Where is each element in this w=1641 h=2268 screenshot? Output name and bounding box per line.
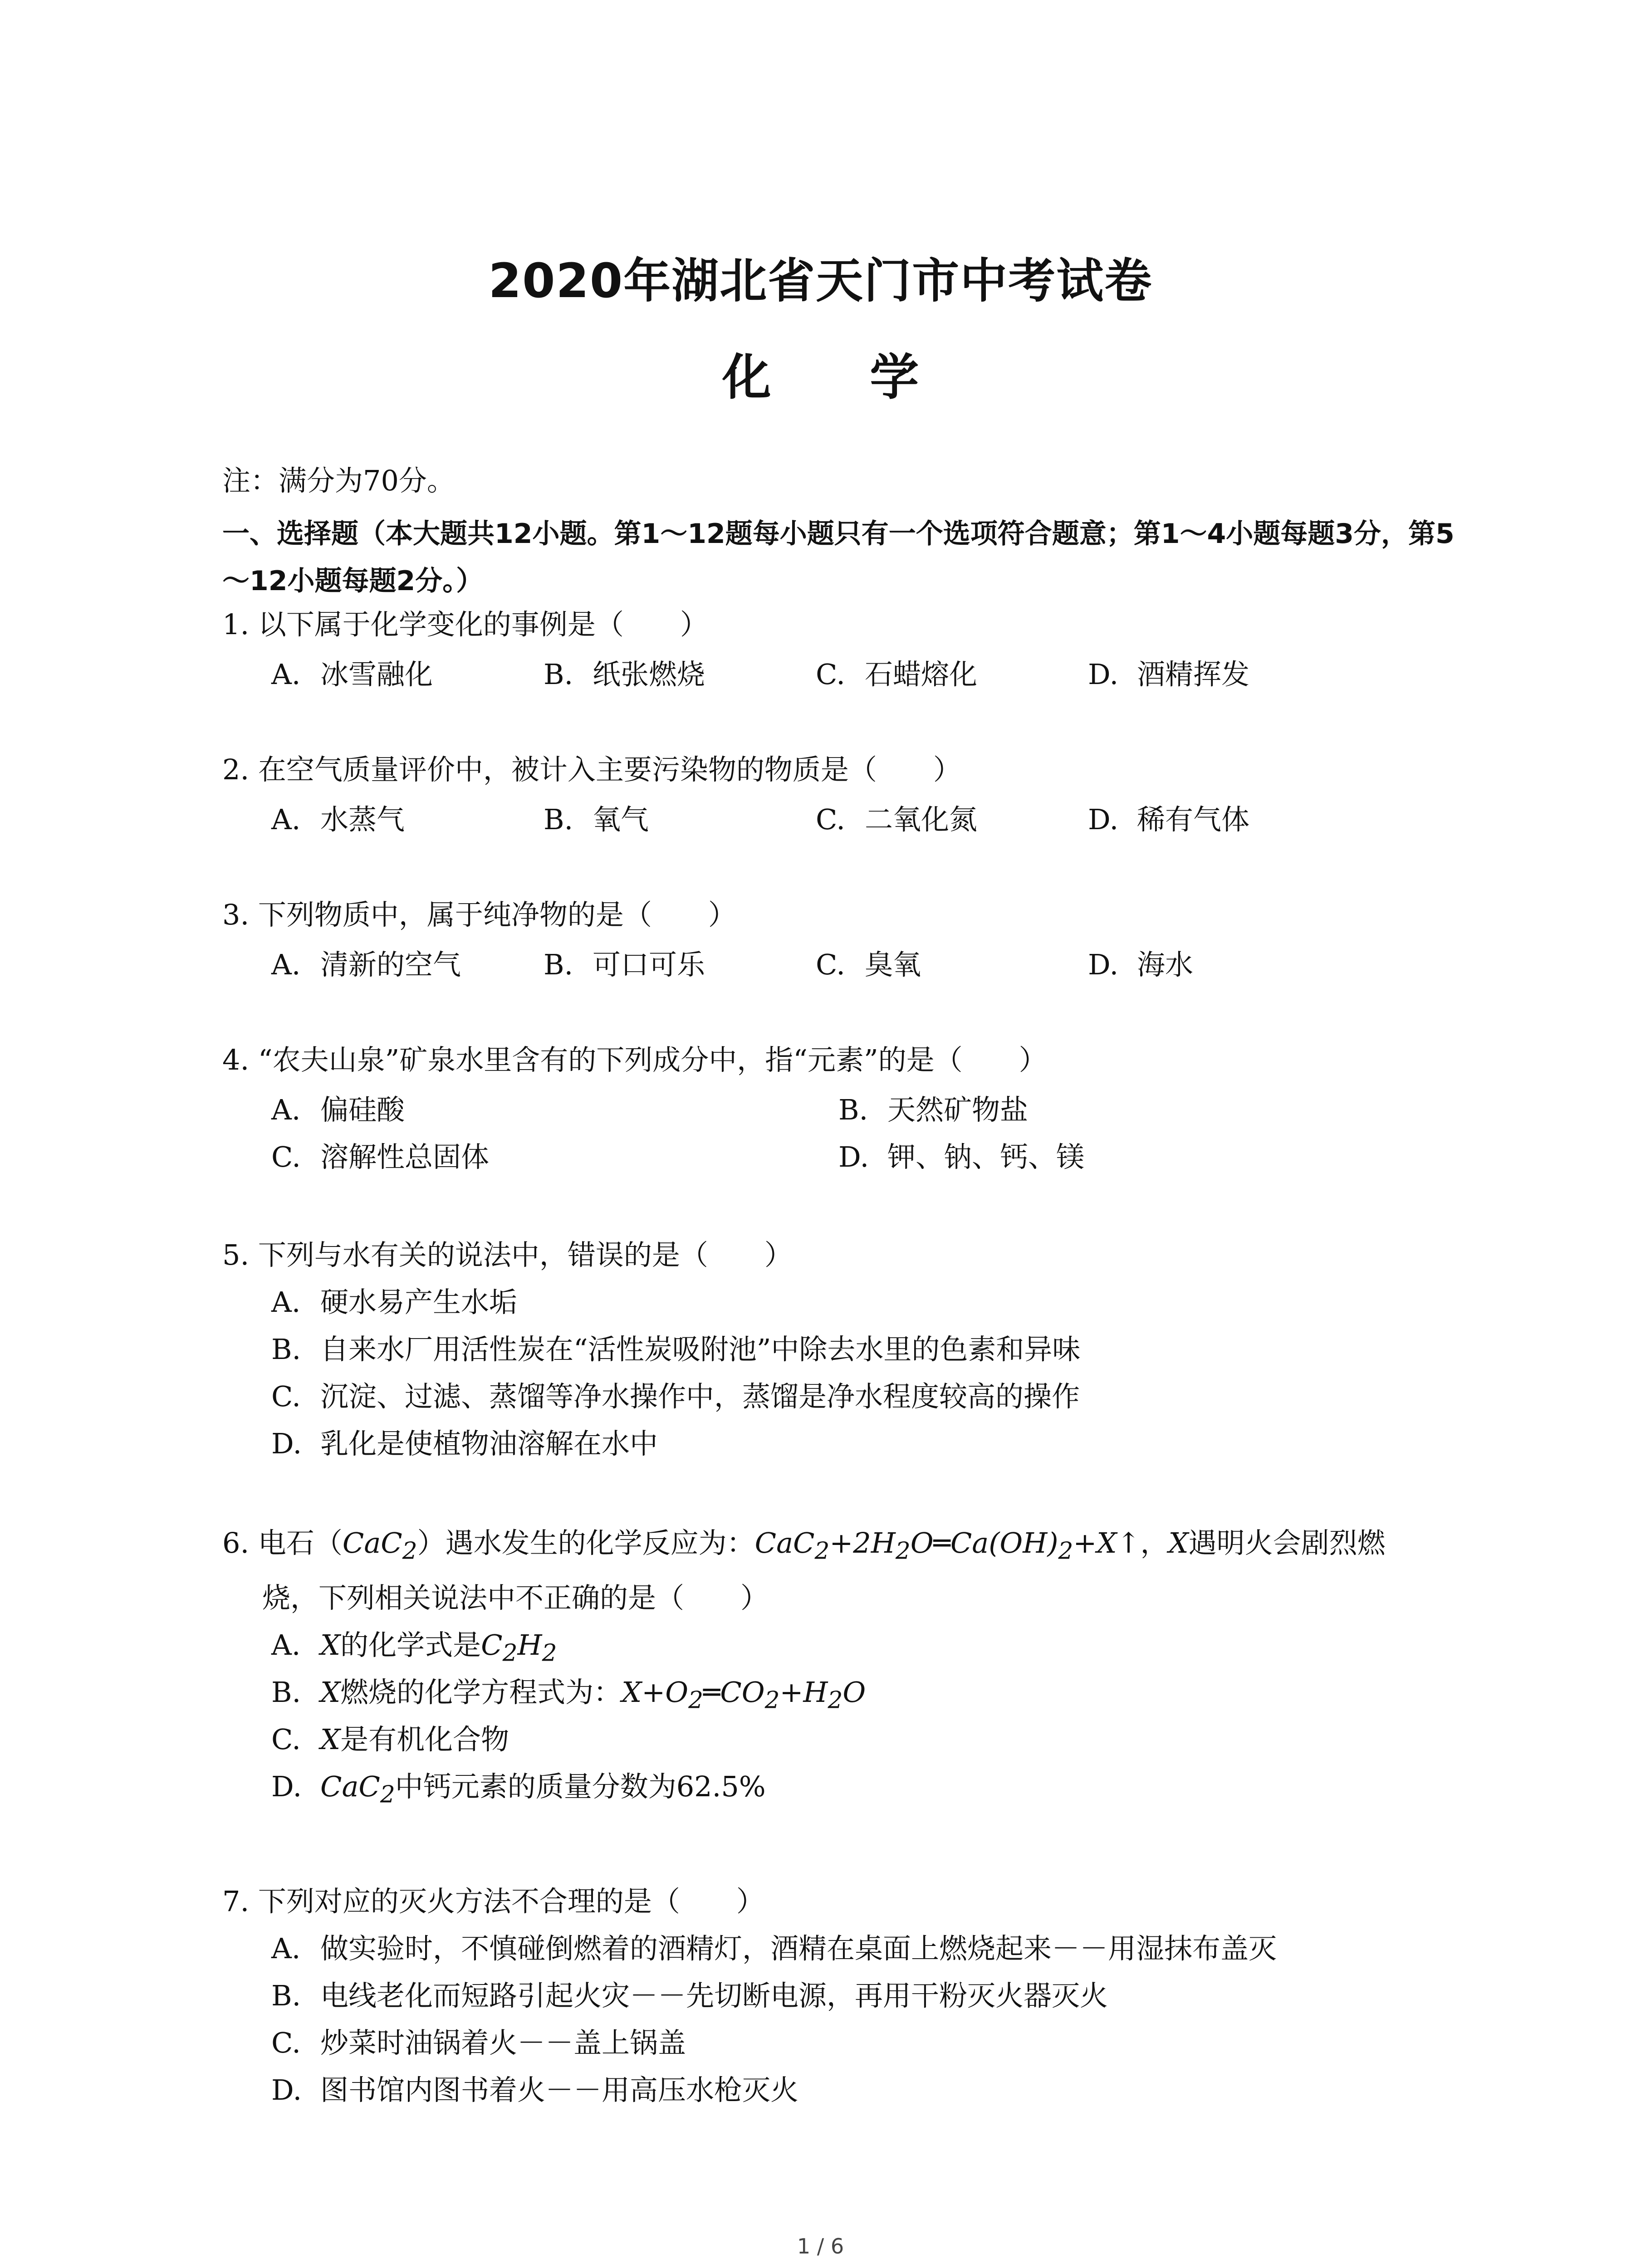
option-letter: A. xyxy=(271,948,301,981)
question-text-continued: 烧，下列相关说法中不正确的是（ ） xyxy=(262,1581,769,1615)
option-c xyxy=(222,2019,1470,2067)
option-letter: D. xyxy=(1088,802,1119,836)
formula-x: X xyxy=(1168,1526,1189,1559)
question-text-part: ）遇水发生的化学反应为： xyxy=(417,1526,755,1559)
option-letter: C. xyxy=(271,1723,301,1756)
page-number: 1 / 6 xyxy=(797,2234,844,2258)
option-letter: C. xyxy=(816,657,845,691)
option-letter: B. xyxy=(271,1979,301,2012)
option-b xyxy=(544,652,816,692)
option-text: 炒菜时油锅着火－－盖上锅盖 xyxy=(320,2026,686,2059)
option-c xyxy=(222,1373,1470,1420)
question-number: 7. xyxy=(222,1885,250,1918)
question-number: 4. xyxy=(222,1043,250,1076)
question-text: 下列对应的灭火方法不合理的是（ ） xyxy=(258,1885,764,1918)
option-letter: C. xyxy=(271,1380,301,1413)
question-number: 2. xyxy=(222,753,250,786)
options-row xyxy=(222,1131,1470,1178)
question-number: 1. xyxy=(222,608,250,641)
formula-cac2: CaC$_2$ xyxy=(320,1770,395,1809)
section-heading: 一、选择题（本大题共12小题。第1～12题每小题只有一个选项符合题意；第1～4小题每题3分，第5～12小题每题2分。） xyxy=(222,518,1455,597)
option-d xyxy=(222,2067,1470,2114)
subject-title: 化 学 xyxy=(722,349,960,406)
option-b xyxy=(838,1087,1406,1128)
option-letter: A. xyxy=(271,1628,301,1662)
option-letter: A. xyxy=(271,802,301,836)
question-4 xyxy=(222,1036,1470,1178)
option-a xyxy=(222,1279,1470,1326)
option-c xyxy=(816,652,1088,692)
option-text: 酒精挥发 xyxy=(1137,657,1250,691)
option-b xyxy=(222,1972,1470,2019)
question-text: 下列与水有关的说法中，错误的是（ ） xyxy=(258,1238,793,1271)
option-b xyxy=(544,797,816,837)
formula-c2h2: $C_2H_2$ xyxy=(481,1628,557,1667)
question-5 xyxy=(222,1232,1470,1467)
option-text: 偏硅酸 xyxy=(320,1093,405,1126)
option-letter: B. xyxy=(271,1676,301,1709)
option-letter: C. xyxy=(816,948,845,981)
question-text: 在空气质量评价中，被计入主要污染物的物质是（ ） xyxy=(258,753,961,786)
option-d xyxy=(1088,942,1360,982)
option-a xyxy=(271,942,544,982)
option-text: 臭氧 xyxy=(865,948,921,981)
option-letter: A. xyxy=(271,657,301,691)
option-c xyxy=(271,1134,838,1175)
option-text: 钾、钠、钙、镁 xyxy=(887,1140,1085,1173)
option-d xyxy=(222,1420,1470,1467)
option-text: 二氧化氮 xyxy=(865,802,978,836)
question-1 xyxy=(222,601,1470,695)
option-text: 天然矿物盐 xyxy=(887,1093,1029,1126)
option-text: 硬水易产生水垢 xyxy=(320,1286,518,1319)
option-letter: D. xyxy=(838,1140,869,1173)
option-b xyxy=(544,942,816,982)
question-text: 以下属于化学变化的事例是（ ） xyxy=(258,608,708,641)
option-text: 自来水厂用活性炭在“活性炭吸附池”中除去水里的色素和异味 xyxy=(320,1333,1081,1366)
option-text: 冰雪融化 xyxy=(320,657,433,691)
option-d xyxy=(1088,797,1360,837)
option-text: 纸张燃烧 xyxy=(593,657,705,691)
question-7 xyxy=(222,1878,1470,2114)
option-a xyxy=(222,1925,1470,1972)
option-text: 沉淀、过滤、蒸馏等净水操作中，蒸馏是净水程度较高的操作 xyxy=(320,1380,1080,1413)
option-c xyxy=(816,797,1088,837)
option-text: 可口可乐 xyxy=(593,948,705,981)
question-stem xyxy=(222,1520,1470,1622)
option-letter: B. xyxy=(544,948,573,981)
question-6 xyxy=(222,1520,1470,1810)
question-stem xyxy=(222,601,1470,648)
option-letter: D. xyxy=(271,1770,302,1804)
option-letter: A. xyxy=(271,1286,301,1319)
option-text: 乳化是使植物油溶解在水中 xyxy=(320,1427,658,1460)
reaction-equation: $CaC_2+2H_2O═Ca(OH)_2+X↑$ xyxy=(754,1526,1141,1565)
option-letter: A. xyxy=(271,1932,301,1965)
option-a xyxy=(271,797,544,837)
option-c xyxy=(816,942,1088,982)
option-d xyxy=(838,1134,1406,1175)
option-letter: D. xyxy=(271,1427,302,1460)
option-text: 石蜡熔化 xyxy=(865,657,978,691)
question-stem xyxy=(222,746,1470,793)
option-text: 清新的空气 xyxy=(320,948,461,981)
option-letter: B. xyxy=(271,1333,301,1366)
question-text-part: 遇明火会剧烈燃 xyxy=(1188,1526,1386,1559)
option-letter: B. xyxy=(838,1093,868,1126)
formula-cac2: CaC$_2$ xyxy=(342,1526,417,1565)
options-row xyxy=(222,1084,1470,1131)
option-text: 图书馆内图书着火－－用高压水枪灭火 xyxy=(320,2073,799,2107)
question-number: 3. xyxy=(222,898,250,931)
question-2 xyxy=(222,746,1470,841)
option-text: 水蒸气 xyxy=(320,802,405,836)
question-text-part: 电石（ xyxy=(258,1526,343,1559)
question-number: 5. xyxy=(222,1238,250,1271)
option-d xyxy=(1088,652,1360,692)
option-letter: D. xyxy=(1088,948,1119,981)
options-row xyxy=(222,648,1470,695)
option-text: 溶解性总固体 xyxy=(320,1140,490,1173)
option-a: A. X的化学式是$C_2H_2$ xyxy=(222,1622,1470,1669)
option-text: 电线老化而短路引起火灾－－先切断电源，再用干粉灭火器灭火 xyxy=(320,1979,1108,2012)
option-letter: A. xyxy=(271,1093,301,1126)
option-a xyxy=(271,1087,838,1128)
question-number: 6. xyxy=(222,1526,250,1559)
question-text-part: ， xyxy=(1140,1526,1169,1559)
question-stem xyxy=(222,1036,1470,1084)
option-a xyxy=(271,652,544,692)
option-b: B. X燃烧的化学方程式为：$X+O_2═CO_2+H_2O$ xyxy=(222,1669,1470,1716)
question-text: “农夫山泉”矿泉水里含有的下列成分中，指“元素”的是（ ） xyxy=(258,1043,1047,1076)
option-text: 海水 xyxy=(1137,948,1194,981)
option-letter: B. xyxy=(544,802,573,836)
score-note: 注：满分为70分。 xyxy=(222,464,455,497)
option-text: 氧气 xyxy=(593,802,649,836)
question-stem xyxy=(222,891,1470,938)
option-c: C. X是有机化合物 xyxy=(222,1716,1470,1763)
page-title: 2020年湖北省天门市中考试卷 xyxy=(488,253,1153,308)
option-d: D. CaC$_2$中钙元素的质量分数为62.5% xyxy=(222,1763,1470,1810)
option-letter: D. xyxy=(271,2073,302,2107)
option-b xyxy=(222,1326,1470,1373)
option-text: 稀有气体 xyxy=(1137,802,1250,836)
option-letter: C. xyxy=(271,1140,301,1173)
options-row xyxy=(222,938,1470,986)
options-row xyxy=(222,793,1470,841)
question-3 xyxy=(222,891,1470,986)
question-text: 下列物质中，属于纯净物的是（ ） xyxy=(258,898,736,931)
question-stem xyxy=(222,1878,1470,1925)
option-letter: D. xyxy=(1088,657,1119,691)
option-letter: C. xyxy=(271,2026,301,2059)
question-stem xyxy=(222,1232,1470,1279)
option-text: 做实验时，不慎碰倒燃着的酒精灯，酒精在桌面上燃烧起来－－用湿抹布盖灭 xyxy=(320,1932,1277,1965)
combustion-equation: $X+O_2═CO_2+H_2O$ xyxy=(622,1676,866,1714)
option-letter: C. xyxy=(816,802,845,836)
option-letter: B. xyxy=(544,657,573,691)
